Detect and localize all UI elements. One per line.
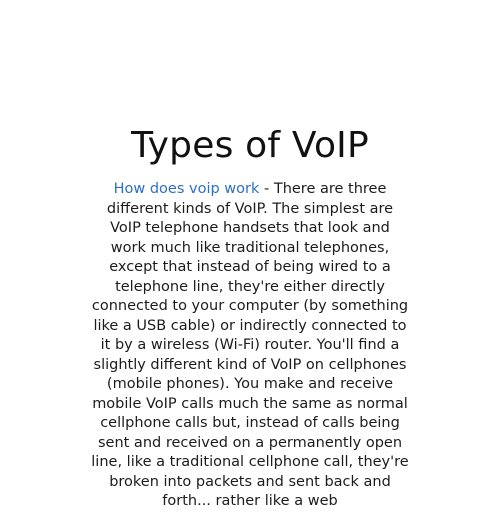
- page-title: Types of VoIP: [131, 125, 369, 166]
- article-body-text: - There are three different kinds of VoIP. The simplest are VoIP telephone handsets that look and work much like traditional telephones, except that instead of being wired to a telephone line, they're either directly connected to your computer (by something like a USB cable) or indirectly connected to it by a wireless (Wi-Fi) router. You'll find a slightly different kind of VoIP on cellphones (mobile phones). You make and receive mobile VoIP calls much the same as normal cellphone calls but, instead of calls being sent and received on a permanently open line, like a traditional cellphone call, they're broken into packets and sent back and forth... rather like a web: [91, 181, 409, 509]
- how-voip-works-link[interactable]: How does voip work: [113, 181, 260, 197]
- article-body: [91, 180, 409, 512]
